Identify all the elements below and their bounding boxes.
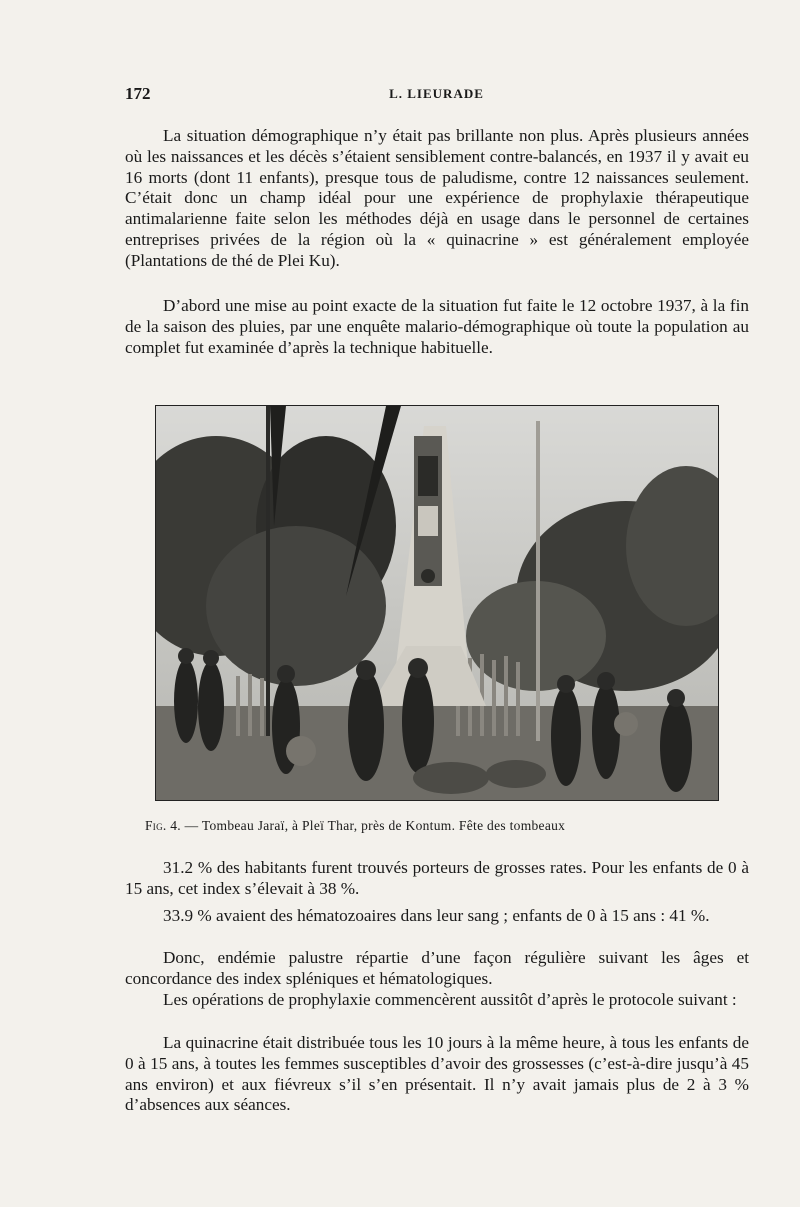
figure-label: Fig. 4. (145, 818, 181, 833)
paragraph-demographic-situation: La situation démographique n’y était pas brillante non plus. Après plusieurs années où les naissances et les décès s’étaient sensiblement contre-balancés, en 1937 il y avait eu 16 morts (dont 11 enfants), presque tous de paludisme, contre 12 naissances seulement. C’était donc un champ idéal pour une expérience de prophylaxie thérapeutique antimalarienne faite selon les méthodes déjà en usage dans le personnel de certaines entreprises privées de la région où la « quinacrine » est généralement employée (Plantations de thé de Plei Ku). (125, 126, 749, 270)
page-header (125, 84, 748, 106)
paragraph-protocol: La quinacrine était distribuée tous les 10 jours à la même heure, à tous les enfants de 0 à 15 ans, à toutes les femmes susceptibles d’avoir des grossesses (c’est-à-dire jusqu’à 45 ans environ) et aux fiévreux s’il s’en présentait. Il n’y avait jamais plus de 2 à 3 % d’absences aux séances. (125, 1033, 749, 1115)
paragraph-survey: D’abord une mise au point exacte de la situation fut faite le 12 octobre 1937, à la fin de la saison des pluies, par une enquête malario-démographique où toute la population au complet fut examinée d’après la technique habituelle. (125, 296, 749, 357)
figure-caption (145, 818, 745, 834)
running-title: L. LIEURADE (389, 86, 484, 101)
tomb-photograph (155, 405, 719, 801)
paragraph-operations: Les opérations de prophylaxie commencèrent aussitôt d’après le protocole suivant : (163, 990, 737, 1009)
paragraph-blood-index: 33.9 % avaient des hématozoaires dans leur sang ; enfants de 0 à 15 ans : 41 %. (163, 906, 710, 925)
figure-caption-text: — Tombeau Jaraï, à Pleï Thar, près de Kontum. Fête des tombeaux (180, 818, 566, 833)
page-number: 172 (125, 84, 151, 103)
paragraph-spleen-index: 31.2 % des habitants furent trouvés porteurs de grosses rates. Pour les enfants de 0 à 15 ans, cet index s’élevait à 38 %. (125, 858, 749, 898)
paragraph-endemic: Donc, endémie palustre répartie d’une façon régulière suivant les âges et concordance des index spléniques et hématologiques. (125, 948, 749, 988)
tomb-photo-illustration (156, 406, 718, 800)
